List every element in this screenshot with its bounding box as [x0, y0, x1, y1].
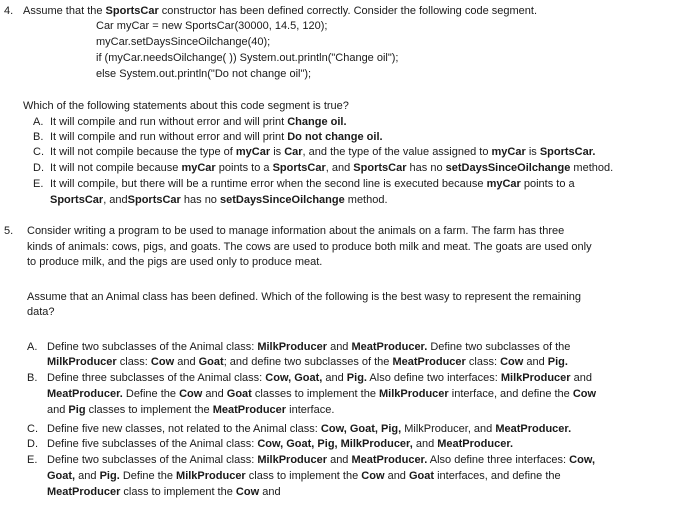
option-text: It will not compile because the type of myCar is Car, and the type of the value assigned to myCar is SportsCar. — [50, 146, 596, 158]
option-text-line-2: MeatProducer. Define the Cow and Goat classes to implement the MilkProducer interface, and define the Cow — [47, 388, 597, 400]
option-text: It will compile, but there will be a runtime error when the second line is executed because myCar points to a — [50, 178, 575, 190]
code-line-4: else System.out.println("Do not change oil"); — [96, 68, 312, 80]
option-text: It will compile and run without error and will print Change oil. — [50, 116, 347, 128]
option-text-line-3: and Pig classes to implement the MeatProducer interface. — [47, 404, 335, 416]
code-line-2: myCar.setDaysSinceOilchange(40); — [96, 36, 271, 48]
option-text: Define five subclasses of the Animal class: Cow, Goat, Pig, MilkProducer, and MeatProducer. — [47, 438, 514, 450]
q4-number: 4. — [4, 5, 14, 17]
q4-stem: Assume that the SportsCar constructor has been defined correctly. Consider the following code segment. — [23, 5, 538, 17]
q4-question: Which of the following statements about this code segment is true? — [23, 100, 349, 112]
option-letter: E. — [27, 454, 38, 466]
option-text: Define five new classes, not related to the Animal class: Cow, Goat, Pig, MilkProducer, and MeatProducer. — [47, 423, 572, 435]
q5-question-line: Assume that an Animal class has been defined. Which of the following is the best wasy to represent the remaining — [27, 291, 581, 303]
option-letter: D. — [27, 438, 38, 450]
option-text: Define three subclasses of the Animal class: Cow, Goat, and Pig. Also define two interfaces: MilkProducer and — [47, 372, 592, 384]
option-text: Define two subclasses of the Animal class: MilkProducer and MeatProducer. Define two subclasses of the — [47, 341, 571, 353]
code-line-1: Car myCar = new SportsCar(30000, 14.5, 120); — [96, 20, 328, 32]
option-text-line-3: MeatProducer class to implement the Cow and — [47, 486, 281, 498]
option-letter: E. — [33, 178, 44, 190]
q5-paragraph-line: kinds of animals: cows, pigs, and goats. The cows are used to produce both milk and meat. The goats are used only — [27, 241, 592, 253]
option-letter: D. — [33, 162, 44, 174]
option-text: It will compile and run without error and will print Do not change oil. — [50, 131, 383, 143]
q5-paragraph-line: to produce milk, and the pigs are used only to produce meat. — [27, 256, 323, 268]
option-text: It will not compile because myCar points to a SportsCar, and SportsCar has no setDaysSinceOilchange method. — [50, 162, 614, 174]
q5-paragraph-line: Consider writing a program to be used to manage information about the animals on a farm. The farm has three — [27, 225, 565, 237]
option-letter: A. — [33, 116, 44, 128]
option-text-line-2: SportsCar, andSportsCar has no setDaysSinceOilchange method. — [50, 194, 388, 206]
option-text-line-2: MilkProducer class: Cow and Goat; and define two subclasses of the MeatProducer class: Cow and Pig. — [47, 356, 568, 368]
code-line-3: if (myCar.needsOilchange( )) System.out.println("Change oil"); — [96, 52, 399, 64]
option-letter: B. — [27, 372, 38, 384]
q5-question-line: data? — [27, 306, 55, 318]
option-text-line-2: Goat, and Pig. Define the MilkProducer class to implement the Cow and Goat interfaces, and define the — [47, 470, 561, 482]
option-text: Define two subclasses of the Animal class: MilkProducer and MeatProducer. Also define three interfaces: Cow, — [47, 454, 596, 466]
option-letter: C. — [33, 146, 44, 158]
option-letter: B. — [33, 131, 44, 143]
q5-number: 5. — [4, 225, 14, 237]
option-letter: C. — [27, 423, 38, 435]
option-letter: A. — [27, 341, 38, 353]
